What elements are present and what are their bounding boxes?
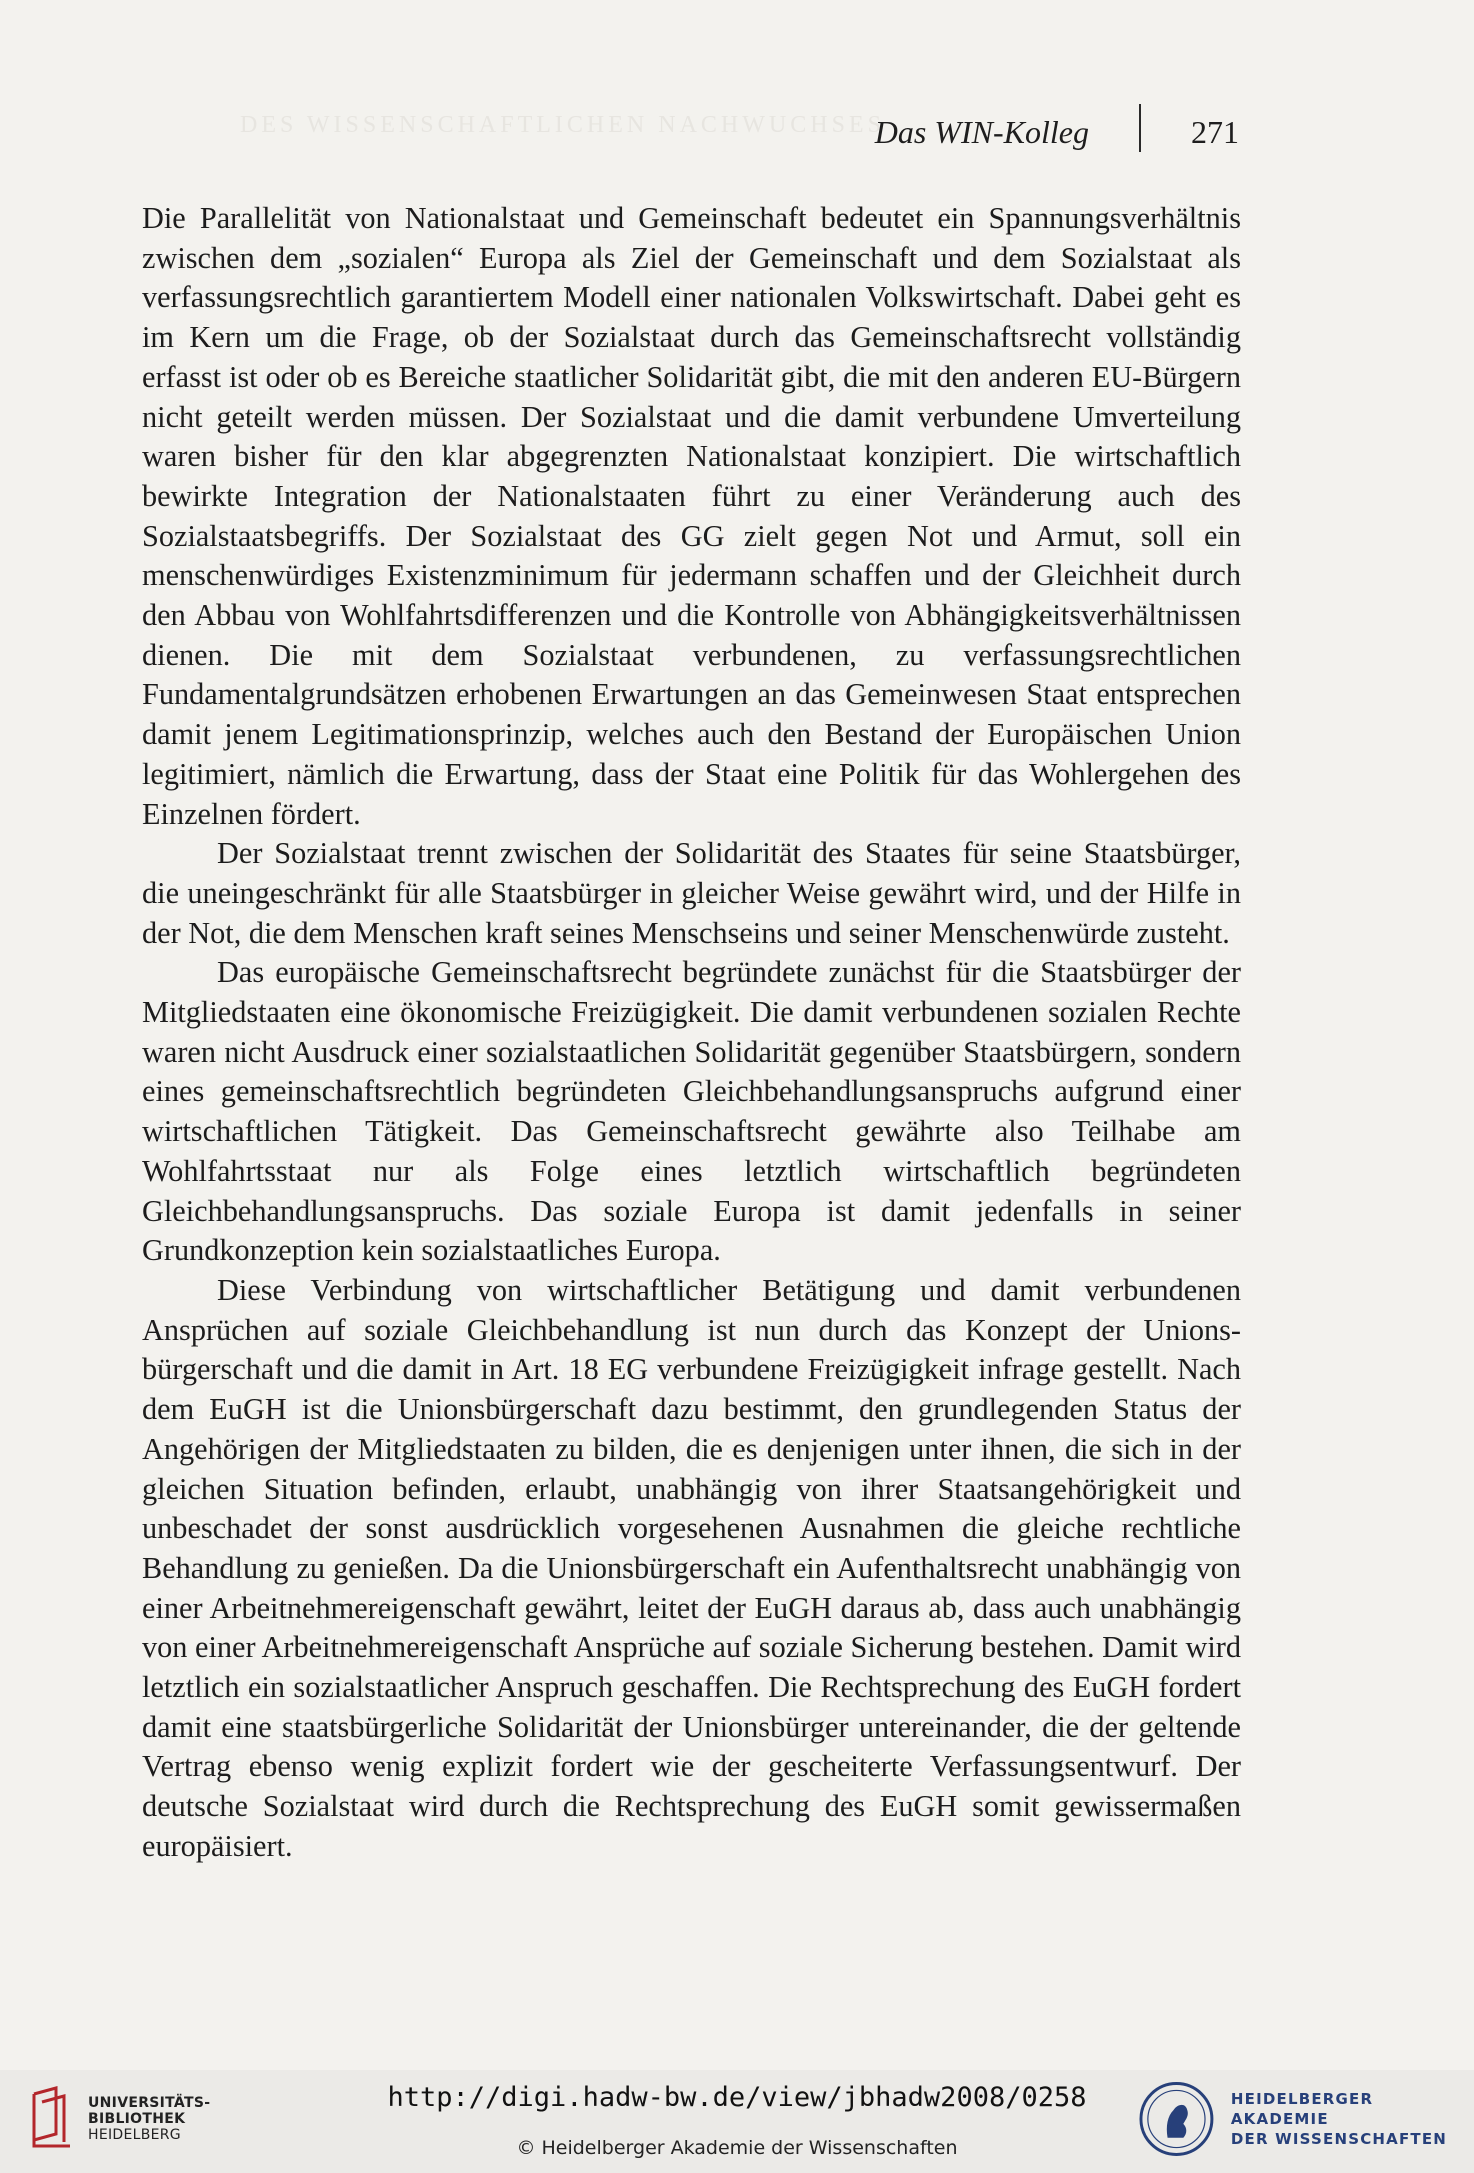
running-header xyxy=(875,108,1239,156)
paragraph: Das europäische Gemeinschaftsrecht begründete zunächst für die Staatsbürger der Mitgliedstaaten eine ökonomische Freizügigkeit. Die damit verbundenen sozialen Rechte waren nicht Ausdruck einer sozialstaatlichen Solidarität gegenüber Staatsbürgern, sondern eines gemeinschaftsrechtlich begründeten Gleichbehandlungsanspruchs aufgrund einer wirtschaftlichen Tätigkeit. Das Gemeinschaftsrecht gewährte also Teilhabe am Wohlfahrtsstaat nur als Folge eines letztlich wirtschaftlich begründeten Gleichbehandlungsanspruchs. Das soziale Europa ist damit jedenfalls in seiner Grundkonzeption kein sozialstaatliches Europa. xyxy=(142,955,1241,1268)
academy-seal-icon xyxy=(1138,2080,1215,2158)
paragraph: Die Parallelität von Nationalstaat und Gemeinschaft bedeutet ein Spannungsverhältnis zwischen dem „sozialen“ Europa als Ziel der Gemeinschaft und dem Sozialstaat als verfassungsrechtlich garantiertem Modell einer nationalen Volkswirtschaft. Dabei geht es im Kern um die Frage, ob der Sozialstaat durch das Gemeinschaftsrecht vollständig erfasst ist oder ob es Bereiche staatlicher Solidarität gibt, die mit den anderen EU-Bürgern nicht geteilt werden müssen. Der Sozialstaat und die damit verbundene Umverteilung waren bisher für den klar abgegrenzten Nationalstaat konzipiert. Die wirtschaftlich bewirkte Integration der Nationalstaaten führt zu einer Veränderung auch des Sozialstaatsbegriffs. Der Sozialstaat des GG zielt gegen Not und Armut, soll ein menschenwürdiges Existenzminimum für jedermann schaffen und der Gleichheit durch den Abbau von Wohlfahrtsdifferenzen und die Kontrolle von Abhängigkeitsverhältnissen dienen. Die mit dem Sozialstaat verbundenen, zu verfassungsrechtlichen Fundamentalgrundsätzen erhobenen Erwartungen an das Gemeinwesen Staat entsprechen damit jenem Legitimationsprinzip, welches auch den Bestand der Europäischen Union legitimiert, nämlich die Erwartung, dass der Staat eine Politik für das Wohlergehen des Einzelnen fördert. xyxy=(142,201,1241,831)
ub-logo-line: BIBLIOTHEK xyxy=(88,2111,186,2127)
permalink-url[interactable]: http://digi.hadw-bw.de/view/jbhadw2008/0258 xyxy=(387,2082,1087,2113)
ub-logo-line: UNIVERSITÄTS- xyxy=(88,2095,211,2111)
bleed-through-header: DES WISSENSCHAFTLICHEN NACHWUCHSES xyxy=(240,112,885,138)
body-text xyxy=(142,199,1241,1867)
paragraph: Der Sozialstaat trennt zwischen der Solidarität des Staates für seine Staatsbürger, die uneingeschränkt für alle Staatsbürger in gleicher Weise gewährt wird, und der Hilfe in der Not, die dem Menschen kraft seines Menschseins und seiner Menschenwürde zusteht. xyxy=(142,836,1241,950)
copyright-notice: © Heidelberger Akademie der Wissenschaften xyxy=(516,2137,958,2159)
paragraph: Diese Verbindung von wirtschaftlicher Betätigung und damit verbundenen Ansprüchen auf soziale Gleichbehandlung ist nun durch das Konzept der Unionsbürgerschaft und die damit in Art. 18 EG verbundene Freizügigkeit infrage gestellt. Nach dem EuGH ist die Unionsbürgerschaft dazu bestimmt, den grundlegenden Status der Angehörigen der Mitgliedstaaten zu bilden, die es denjenigen unter ihnen, die sich in der gleichen Situation befinden, erlaubt, unabhängig von ihrer Staatsangehörigkeit und unbeschadet der sonst ausdrücklich vorgesehenen Ausnahmen die gleiche rechtliche Behandlung zu genießen. Da die Unionsbürgerschaft ein Aufenthaltsrecht unabhängig von einer Arbeitnehmereigenschaft gewährt, leitet der EuGH daraus ab, dass auch unabhängig von einer Arbeitnehmereigenschaft Ansprüche auf soziale Sicherung bestehen. Damit wird letztlich ein sozialstaatlicher Anspruch geschaffen. Die Rechtsprechung des EuGH fordert damit eine staatsbürgerliche Solidarität der Unionsbürger untereinander, die der geltende Vertrag ebenso wenig explizit fordert wie der gescheiterte Verfassungsentwurf. Der deutsche Sozialstaat wird durch die Rechtsprechung des EuGH somit gewissermaßen europäisiert. xyxy=(142,1272,1241,1863)
academy-logo-line: HEIDELBERGER AKADEMIE xyxy=(1230,2090,1374,2128)
page-number: 271 xyxy=(1191,113,1239,150)
ub-logo-line: HEIDELBERG xyxy=(88,2127,181,2143)
academy-logo-line: DER WISSENSCHAFTEN xyxy=(1230,2130,1448,2148)
viewer-footer xyxy=(0,2070,1474,2173)
running-title: Das WIN-Kolleg xyxy=(874,113,1089,150)
academy-logo[interactable] xyxy=(1138,2080,1474,2158)
header-divider xyxy=(1139,104,1141,152)
